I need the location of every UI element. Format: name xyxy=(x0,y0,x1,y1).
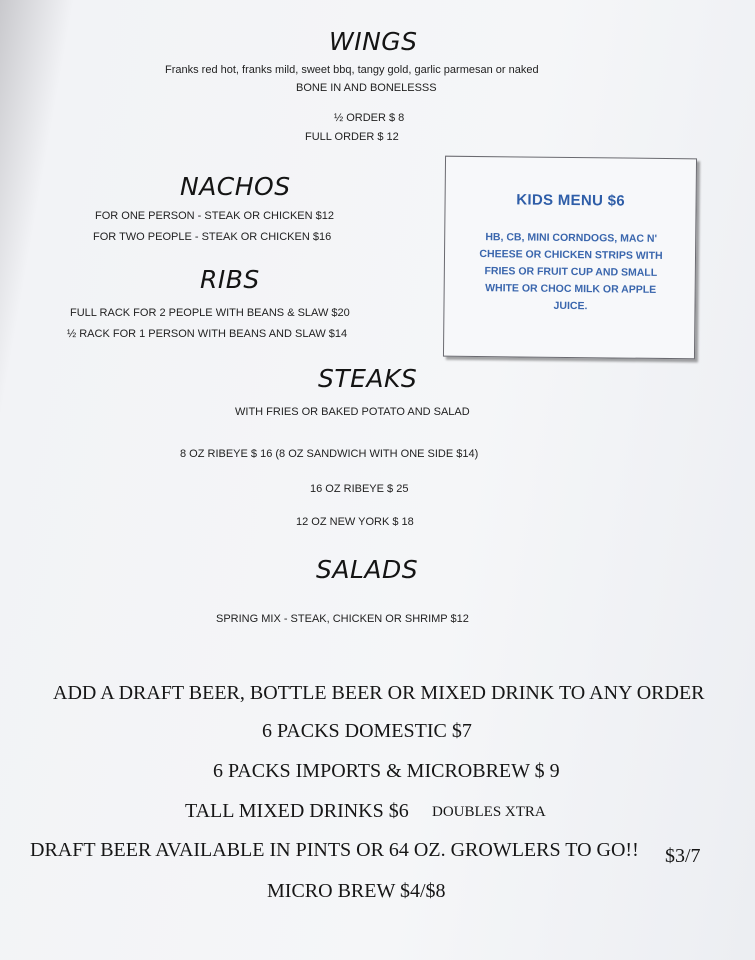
ribs-half-rack: ½ RACK FOR 1 PERSON WITH BEANS AND SLAW $14 xyxy=(67,328,348,340)
drinks-domestic: 6 PACKS DOMESTIC $7 xyxy=(262,720,472,742)
wings-full-order: FULL ORDER $ 12 xyxy=(305,131,399,143)
drinks-doubles: DOUBLES XTRA xyxy=(432,804,546,820)
wings-style: BONE IN AND BONELESSS xyxy=(296,82,437,94)
salads-spring-mix: SPRING MIX - STEAK, CHICKEN OR SHRIMP $12 xyxy=(216,613,469,625)
ribs-heading: RIBS xyxy=(200,265,260,294)
drinks-draft-price: $3/7 xyxy=(665,845,701,867)
wings-flavors: Franks red hot, franks mild, sweet bbq, tangy gold, garlic parmesan or naked xyxy=(165,64,539,76)
steaks-heading: STEAKS xyxy=(318,364,418,393)
wings-heading: WINGS xyxy=(329,27,418,56)
salads-heading: SALADS xyxy=(316,555,419,584)
wings-half-order: ½ ORDER $ 8 xyxy=(334,112,405,124)
kids-menu-title: KIDS MENU $6 xyxy=(516,191,625,210)
nachos-heading: NACHOS xyxy=(180,172,291,201)
steaks-ribeye-8: 8 OZ RIBEYE $ 16 (8 OZ SANDWICH WITH ONE SIDE $14) xyxy=(180,448,479,460)
steaks-sides: WITH FRIES OR BAKED POTATO AND SALAD xyxy=(235,406,470,418)
nachos-one-person: FOR ONE PERSON - STEAK OR CHICKEN $12 xyxy=(95,210,334,222)
kids-menu-box xyxy=(443,156,697,360)
ribs-full-rack: FULL RACK FOR 2 PEOPLE WITH BEANS & SLAW $20 xyxy=(70,307,350,319)
steaks-ribeye-16: 16 OZ RIBEYE $ 25 xyxy=(310,483,409,495)
drinks-draft: DRAFT BEER AVAILABLE IN PINTS OR 64 OZ. GROWLERS TO GO!! xyxy=(30,839,639,861)
steaks-new-york: 12 OZ NEW YORK $ 18 xyxy=(296,516,414,528)
drinks-add-note: ADD A DRAFT BEER, BOTTLE BEER OR MIXED DRINK TO ANY ORDER xyxy=(53,682,705,704)
kids-menu-description: HB, CB, MINI CORNDOGS, MAC N' CHEESE OR CHICKEN STRIPS WITH FRIES OR FRUIT CUP AND SMALL WHITE OR CHOC MILK OR APPLE JUICE. xyxy=(479,231,663,313)
drinks-imports: 6 PACKS IMPORTS & MICROBREW $ 9 xyxy=(213,760,560,782)
drinks-tall-mixed: TALL MIXED DRINKS $6 xyxy=(185,800,409,822)
drinks-micro-brew: MICRO BREW $4/$8 xyxy=(267,880,446,902)
nachos-two-people: FOR TWO PEOPLE - STEAK OR CHICKEN $16 xyxy=(93,231,332,243)
